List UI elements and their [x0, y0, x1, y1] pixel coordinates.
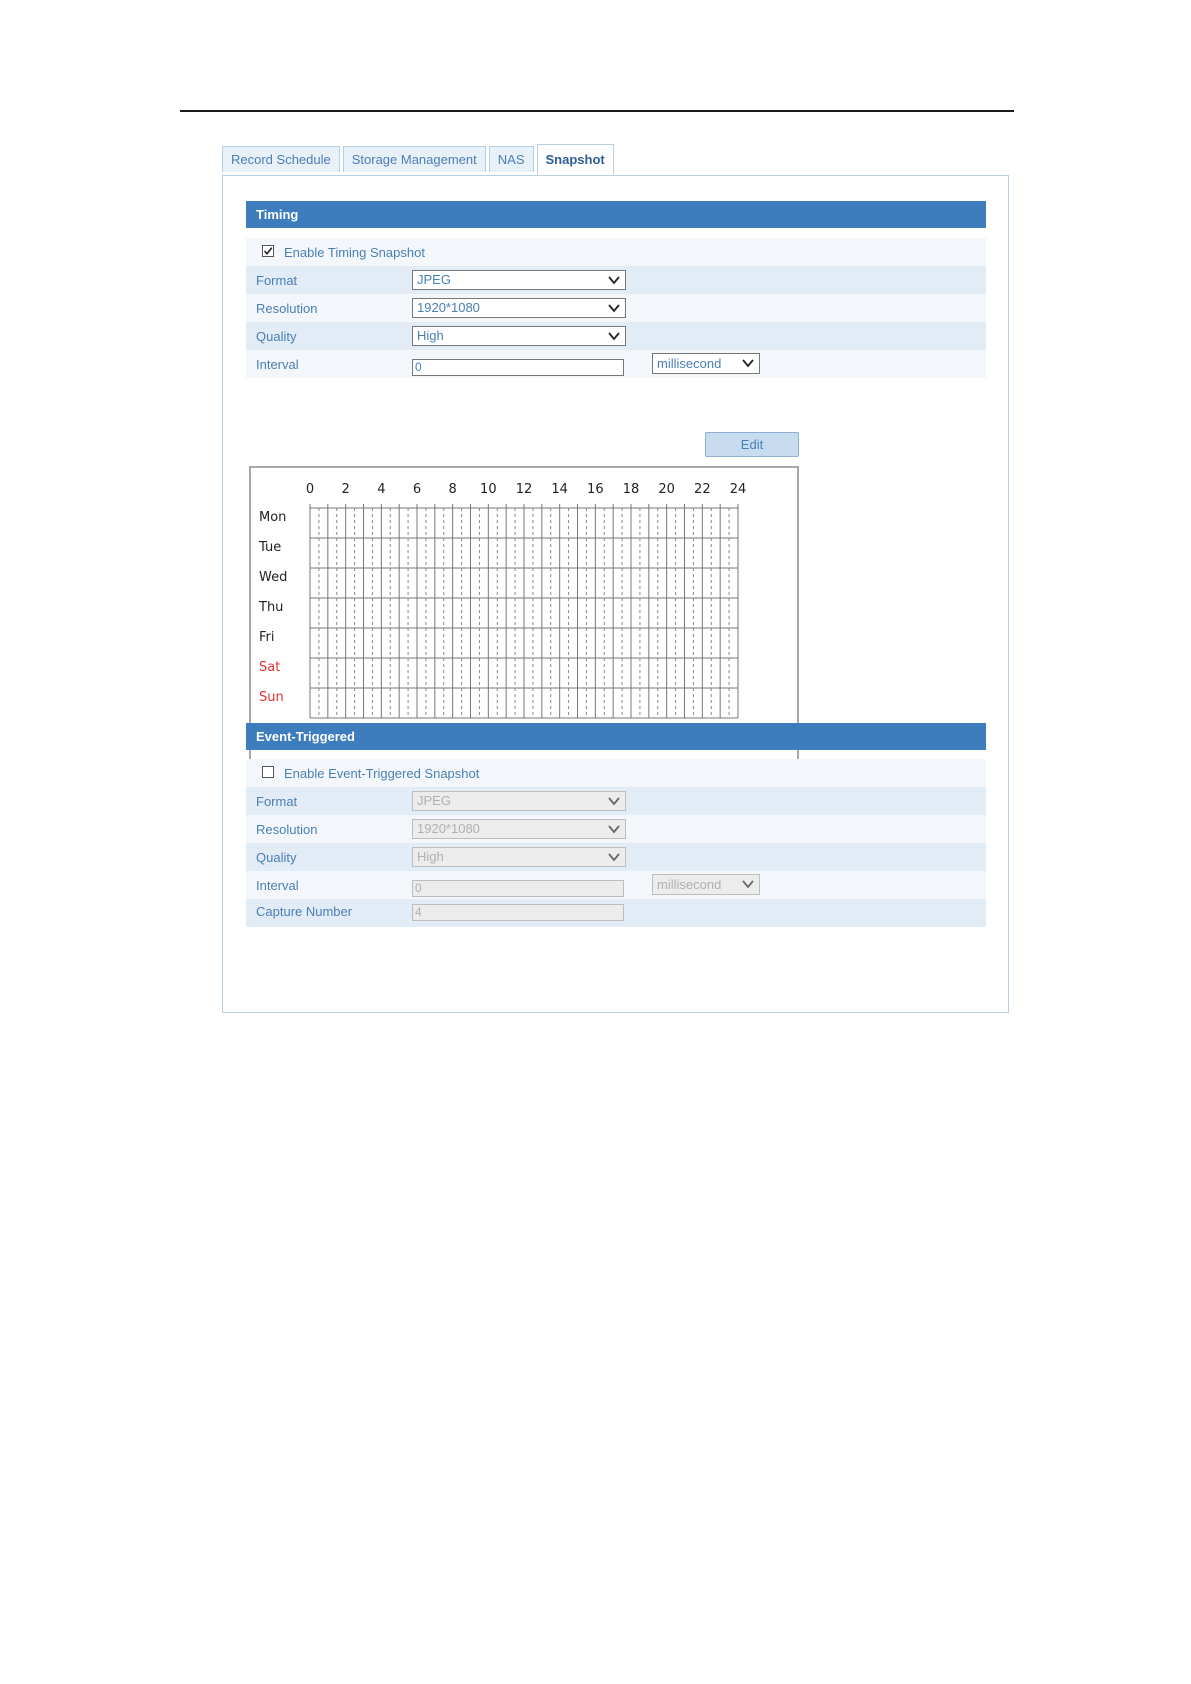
- hour-label-12: 12: [515, 482, 533, 497]
- event-format-row: [246, 787, 986, 815]
- hour-label-22: 22: [694, 482, 711, 497]
- day-label-thu: Thu: [259, 600, 284, 615]
- page-header-rule: [180, 110, 1014, 112]
- chevron-down-icon: [607, 330, 621, 342]
- timing-format-value: JPEG: [417, 272, 451, 287]
- timing-interval-row: [246, 350, 986, 378]
- timing-format-select[interactable]: [412, 270, 626, 290]
- event-interval-unit-select[interactable]: [652, 874, 760, 895]
- event-interval-row: [246, 871, 986, 899]
- hour-label-4: 4: [377, 482, 386, 497]
- chevron-down-icon: [607, 302, 621, 314]
- chevron-down-icon: [741, 357, 755, 369]
- event-quality-select[interactable]: [412, 847, 626, 867]
- timing-interval-unit-select[interactable]: [652, 353, 760, 374]
- edit-schedule-button[interactable]: Edit: [705, 432, 799, 457]
- timing-section-header: Timing: [246, 201, 986, 228]
- event-section-header: Event-Triggered: [246, 723, 986, 750]
- enable-timing-label: Enable Timing Snapshot: [284, 245, 425, 260]
- event-quality-row: [246, 843, 986, 871]
- hour-label-18: 18: [622, 482, 640, 497]
- event-quality-value: High: [417, 849, 444, 864]
- hour-label-14: 14: [551, 482, 568, 497]
- event-format-value: JPEG: [417, 793, 451, 808]
- day-label-mon: Mon: [259, 510, 287, 525]
- event-interval-input[interactable]: 0: [412, 880, 624, 897]
- chevron-down-icon: [607, 823, 621, 835]
- chevron-down-icon: [607, 851, 621, 863]
- hour-label-2: 2: [341, 482, 350, 497]
- day-label-sun: Sun: [259, 690, 284, 705]
- event-resolution-select[interactable]: [412, 819, 626, 839]
- event-resolution-label: Resolution: [256, 822, 318, 837]
- timing-resolution-row: [246, 294, 986, 322]
- hour-label-10: 10: [480, 482, 497, 497]
- hour-label-16: 16: [587, 482, 604, 497]
- enable-timing-row: [246, 238, 986, 266]
- timing-quality-value: High: [417, 328, 444, 343]
- timing-quality-row: [246, 322, 986, 350]
- tab-nas[interactable]: NAS: [489, 146, 534, 172]
- chevron-down-icon: [607, 795, 621, 807]
- checkmark-icon: [263, 246, 273, 256]
- tab-record-schedule[interactable]: Record Schedule: [222, 146, 340, 172]
- event-quality-label: Quality: [256, 850, 297, 865]
- hour-label-24: 24: [729, 482, 747, 497]
- enable-event-label: Enable Event-Triggered Snapshot: [284, 766, 480, 781]
- tab-storage-management[interactable]: Storage Management: [343, 146, 486, 172]
- hour-label-0: 0: [305, 482, 315, 497]
- timing-format-row: [246, 266, 986, 294]
- tab-bar: [222, 146, 617, 176]
- day-label-wed: Wed: [259, 570, 288, 585]
- event-interval-unit-value: millisecond: [657, 877, 722, 892]
- event-capture-number-row: [246, 899, 986, 927]
- day-label-sat: Sat: [259, 660, 281, 675]
- tab-content: [222, 175, 1009, 1013]
- event-capture-number-input[interactable]: 4: [412, 904, 624, 921]
- timing-resolution-select[interactable]: [412, 298, 626, 318]
- event-capture-number-label: Capture Number: [256, 904, 353, 919]
- chevron-down-icon: [607, 274, 621, 286]
- schedule-grid-lines: [251, 468, 797, 761]
- timing-quality-label: Quality: [256, 329, 297, 344]
- snapshot-settings-panel: [222, 146, 1009, 1012]
- hour-label-6: 6: [412, 482, 422, 497]
- event-format-select[interactable]: [412, 791, 626, 811]
- tab-snapshot[interactable]: Snapshot: [537, 144, 614, 174]
- weekly-schedule-grid[interactable]: [249, 466, 799, 763]
- timing-resolution-value: 1920*1080: [417, 300, 480, 315]
- timing-interval-label: Interval: [256, 357, 299, 372]
- day-label-tue: Tue: [259, 540, 282, 555]
- enable-event-checkbox[interactable]: [262, 766, 274, 778]
- timing-format-label: Format: [256, 273, 298, 288]
- event-format-label: Format: [256, 794, 298, 809]
- day-label-fri: Fri: [259, 630, 275, 645]
- timing-interval-unit-value: millisecond: [657, 356, 722, 371]
- chevron-down-icon: [741, 878, 755, 890]
- hour-label-20: 20: [658, 482, 675, 497]
- event-interval-label: Interval: [256, 878, 299, 893]
- event-resolution-row: [246, 815, 986, 843]
- event-resolution-value: 1920*1080: [417, 821, 480, 836]
- hour-label-8: 8: [448, 482, 457, 497]
- enable-event-row: [246, 759, 986, 787]
- timing-interval-input[interactable]: 0: [412, 359, 624, 376]
- enable-timing-checkbox[interactable]: [262, 245, 274, 257]
- timing-resolution-label: Resolution: [256, 301, 318, 316]
- timing-quality-select[interactable]: [412, 326, 626, 346]
